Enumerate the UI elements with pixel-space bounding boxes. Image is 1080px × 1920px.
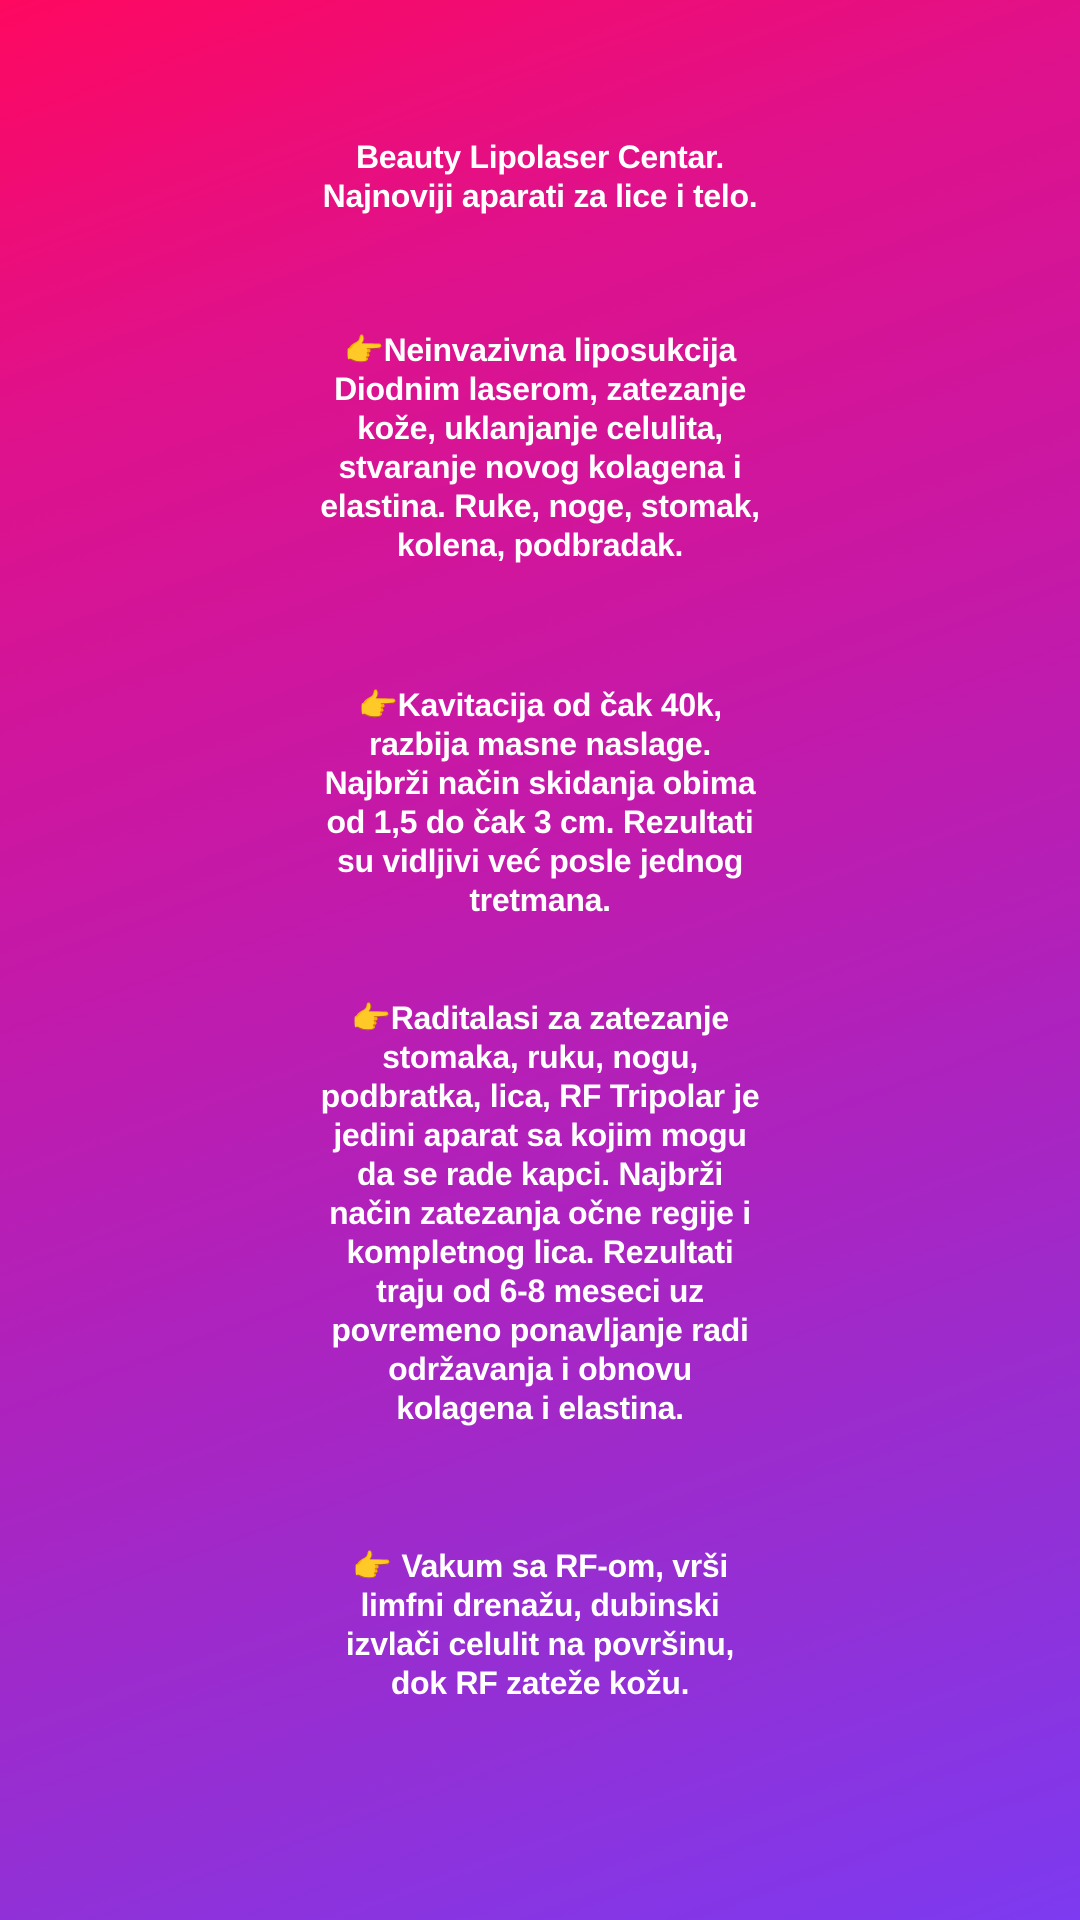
- story-item-text: Neinvazivna liposukcija Diodnim laserom, zatezanje kože, uklanjanje celulita, stvaranje novog kolagena i elastina. Ruke, noge, stomak, kolena, podbradak.: [320, 332, 760, 563]
- pointing-hand-icon: 👉: [358, 686, 398, 724]
- story-item-text: Kavitacija od čak 40k, razbija masne naslage. Najbrži način skidanja obima od 1,5 do čak 3 cm. Rezultati su vidljivi već posle jednog tretmana.: [324, 687, 756, 918]
- story-item: [320, 1547, 760, 1703]
- pointing-hand-icon: 👉: [351, 999, 391, 1037]
- pointing-hand-icon: 👉: [351, 1547, 402, 1585]
- story-item: [320, 331, 760, 565]
- intro-text: Beauty Lipolaser Centar. Najnoviji aparati za lice i telo.: [322, 139, 758, 214]
- story-item: [320, 999, 760, 1428]
- story-item-text: Vakum sa RF-om, vrši limfni drenažu, dubinski izvlači celulit na površinu, dok RF zateže kožu.: [345, 1548, 735, 1701]
- pointing-hand-icon: 👉: [344, 331, 384, 369]
- story-item-text: Raditalasi za zatezanje stomaka, ruku, nogu, podbratka, lica, RF Tripolar je jedini aparat sa kojim mogu da se rade kapci. Najbrži način zatezanja očne regije i kompletnog lica. Rezultati traju od 6-8 meseci uz povremeno ponavljanje radi održavanja i obnovu kolagena i elastina.: [320, 1000, 760, 1426]
- story-intro-text: [320, 138, 760, 216]
- story-item: [320, 686, 760, 920]
